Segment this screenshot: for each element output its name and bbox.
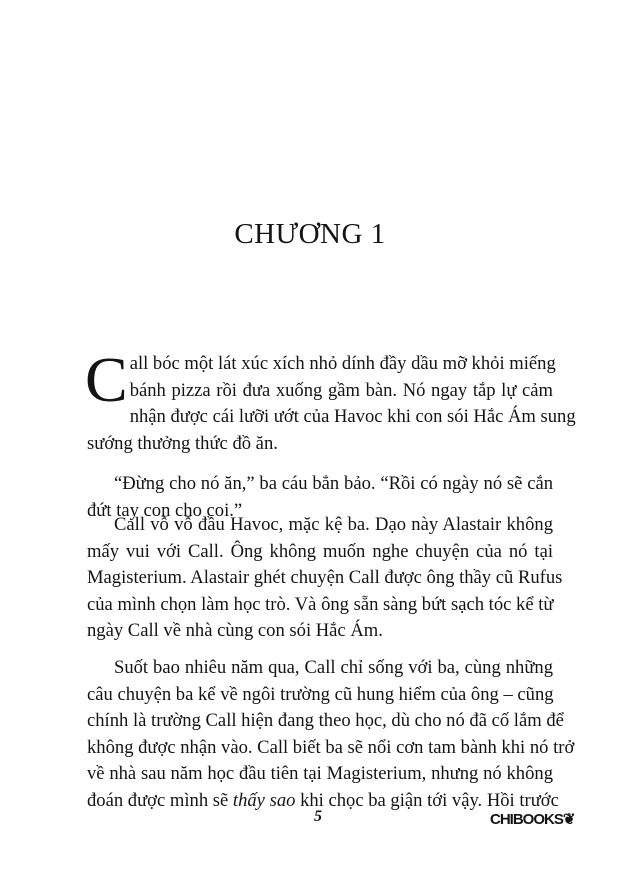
text-line: Suốt bao nhiêu năm qua, Call chỉ sống với ba, cùng những [114, 657, 553, 678]
text-line: chính là trường Call hiện đang theo học, dù cho nó đã cố lắm để [87, 710, 564, 732]
chapter-title: CHƯƠNG 1 [234, 218, 386, 250]
text-line: sướng thưởng thức đồ ăn. [87, 432, 278, 454]
leaf-icon: ❦ [562, 811, 575, 828]
text-line: mấy vui với Call. Ông không muốn nghe chuyện của nó tại [87, 540, 553, 562]
paragraph-4 [87, 655, 575, 815]
drop-cap: C [85, 344, 128, 415]
text-line: của mình chọn làm học trò. Và ông sẵn sàng bứt sạch tóc kể từ [87, 593, 554, 615]
text-line: ngày Call về nhà cùng con sói Hắc Ám. [87, 620, 383, 642]
text-line: Call vỗ vỗ đầu Havoc, mặc kệ ba. Dạo này Alastair không [114, 514, 553, 535]
publisher-logo [490, 810, 574, 828]
text-line: về nhà sau năm học đầu tiên tại Magisterium, nhưng nó không [87, 763, 553, 785]
text-run: đoán được mình sẽ [87, 789, 233, 811]
text-line: bánh pizza rồi đưa xuống gầm bàn. Nó ngay tắp lự cảm [129, 379, 553, 401]
publisher-logo-text: CHIBOOKS [490, 811, 563, 828]
italic-text: thấy sao [232, 789, 296, 811]
paragraph-1 [85, 344, 576, 457]
text-run: khi chọc ba giận tới vậy. Hồi trước [295, 789, 559, 811]
paragraph-3 [87, 512, 563, 645]
text-line: đứt tay con cho coi.” [87, 499, 243, 521]
text-line: câu chuyện ba kể về ngôi trường cũ hung hiểm của ông – cũng [87, 683, 554, 705]
text-line: Magisterium. Alastair ghét chuyện Call được ông thầy cũ Rufus [87, 567, 563, 589]
text-line: nhận được cái lưỡi ướt của Havoc khi con sói Hắc Ám sung [129, 406, 576, 428]
text-line: không được nhận vào. Call biết ba sẽ nổi cơn tam bành khi nó trở [87, 736, 575, 758]
page-number: 5 [314, 808, 322, 825]
text-line: “Đừng cho nó ăn,” ba cáu bẳn bảo. “Rồi có ngày nó sẽ cắn [114, 473, 553, 494]
text-line: all bóc một lát xúc xích nhỏ dính đầy dầu mỡ khỏi miếng [129, 353, 556, 374]
